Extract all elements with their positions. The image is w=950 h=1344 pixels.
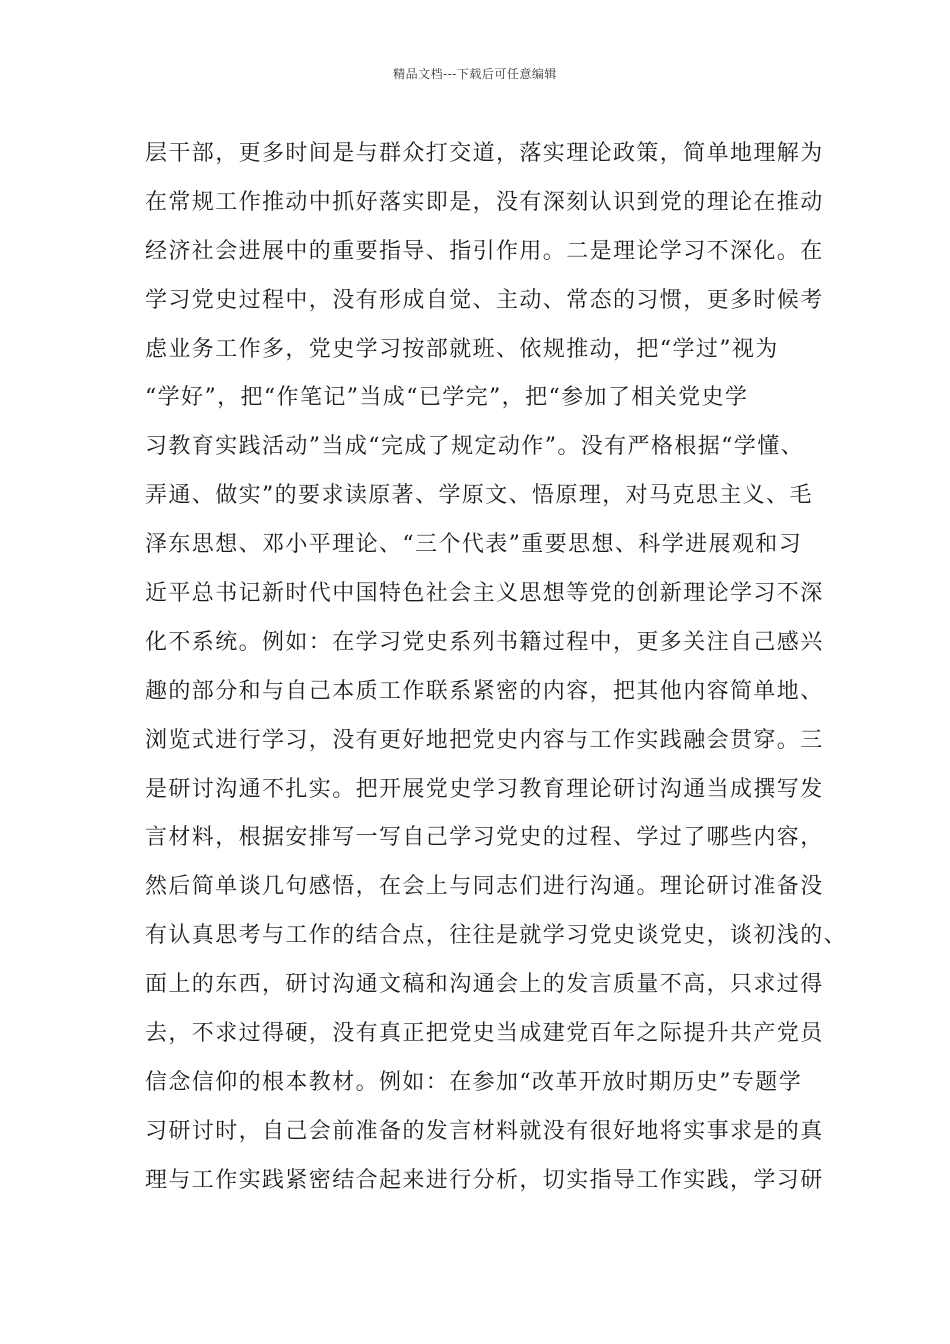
text-line: 信念信仰的根本教材。例如：在参加“改革开放时期历史”专题学	[145, 1069, 803, 1095]
text-line: 有认真思考与工作的结合点，往往是就学习党史谈党史，谈初浅的、	[145, 923, 848, 949]
text-line: 习研讨时，自己会前准备的发言材料就没有很好地将实事求是的真	[145, 1118, 824, 1144]
text-line: 趣的部分和与自己本质工作联系紧密的内容，把其他内容简单地、	[145, 678, 824, 704]
text-line: 言材料，根据安排写一写自己学习党史的过程、学过了哪些内容，	[145, 825, 824, 851]
text-line: 层干部，更多时间是与群众打交道，落实理论政策，简单地理解为	[145, 141, 824, 166]
text-line: 然后简单谈几句感悟，在会上与同志们进行沟通。理论研讨准备没	[145, 874, 824, 900]
text-line: 浏览式进行学习，没有更好地把党史内容与工作实践融会贯穿。三	[145, 727, 824, 753]
text-line: 在常规工作推动中抓好落实即是，没有深刻认识到党的理论在推动	[145, 189, 824, 215]
text-line: “学好”，把“作笔记”当成“已学完”，把“参加了相关党史学	[145, 385, 749, 411]
text-line: 虑业务工作多，党史学习按部就班、依规推动，把“学过”视为	[145, 336, 779, 362]
body-paragraph	[145, 130, 848, 1206]
text-line: 理与工作实践紧密结合起来进行分析，切实指导工作实践，学习研	[145, 1167, 824, 1193]
text-line: 弄通、做实”的要求读原著、学原文、悟原理，对马克思主义、毛	[145, 483, 813, 509]
text-line: 近平总书记新时代中国特色社会主义思想等党的创新理论学习不深	[145, 581, 824, 607]
text-line: 面上的东西，研讨沟通文稿和沟通会上的发言质量不高，只求过得	[145, 972, 824, 998]
text-line: 泽东思想、邓小平理论、“三个代表”重要思想、科学进展观和习	[145, 532, 803, 558]
page-header: 精品文档---下载后可任意编辑	[393, 67, 557, 81]
text-line: 是研讨沟通不扎实。把开展党史学习教育理论研讨沟通当成撰写发	[145, 776, 824, 802]
text-line: 学习党史过程中，没有形成自觉、主动、常态的习惯，更多时候考	[145, 287, 824, 313]
text-line: 习教育实践活动”当成“完成了规定动作”。没有严格根据“学懂、	[145, 434, 804, 460]
text-line: 经济社会进展中的重要指导、指引作用。二是理论学习不深化。在	[145, 238, 824, 264]
text-line: 化不系统。例如：在学习党史系列书籍过程中，更多关注自己感兴	[145, 629, 824, 655]
text-line: 去，不求过得硬，没有真正把党史当成建党百年之际提升共产党员	[145, 1021, 824, 1047]
